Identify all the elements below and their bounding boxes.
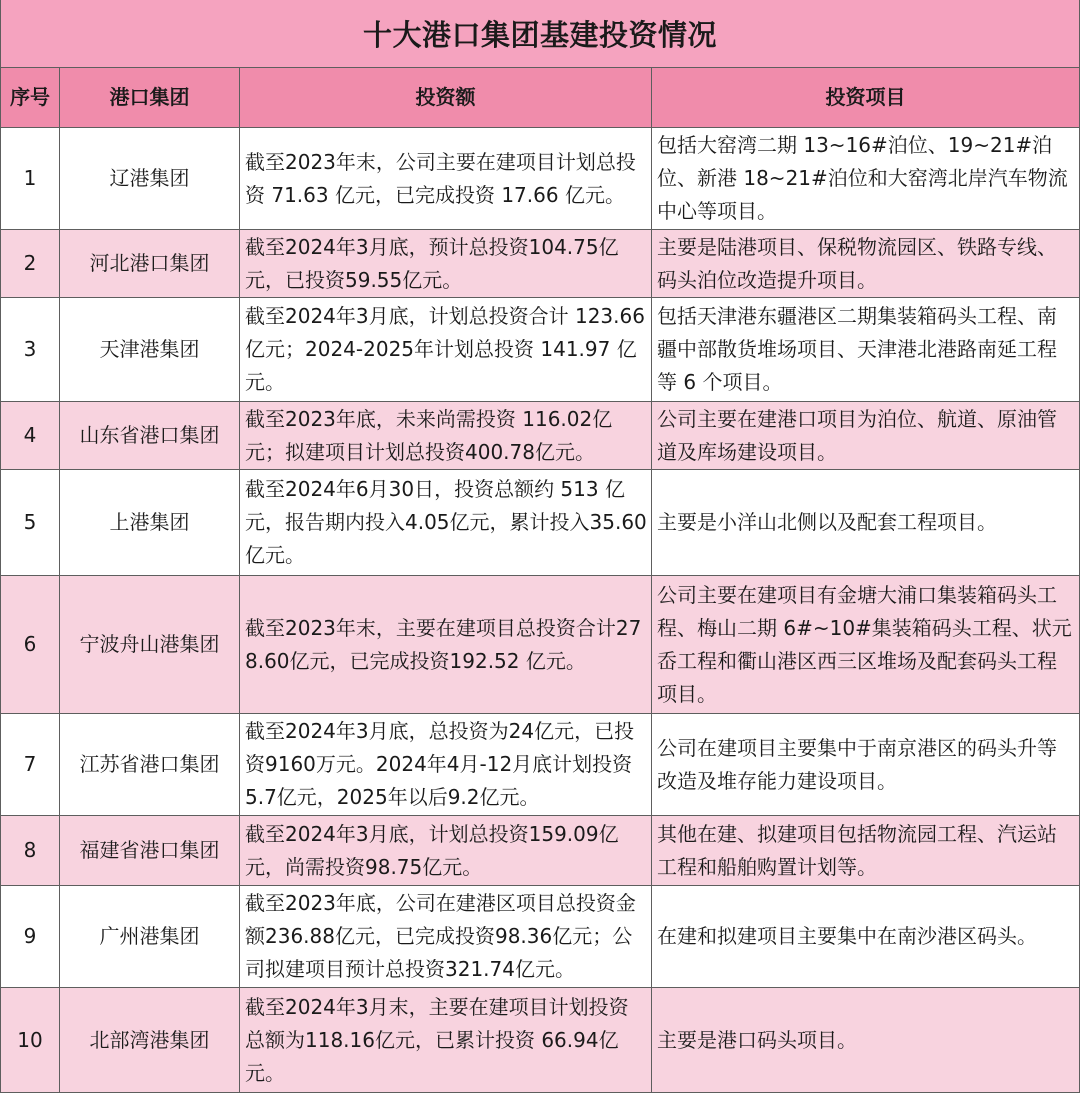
row-investment-projects — [652, 886, 1080, 987]
table-row — [0, 402, 1080, 470]
table-row — [0, 298, 1080, 402]
header-investment-projects: 投资项目 — [652, 68, 1080, 127]
row-investment-amount — [240, 298, 652, 401]
row-seq: 1 — [0, 128, 60, 229]
table-row — [0, 470, 1080, 576]
table-row — [0, 576, 1080, 714]
amount-text: 截至2023年末，公司主要在建项目计划总投资 71.63 亿元，已完成投资 17.66 亿元。 — [245, 149, 636, 207]
row-investment-amount — [240, 816, 652, 885]
row-port-group: 江苏省港口集团 — [60, 714, 240, 815]
row-investment-projects — [652, 230, 1080, 297]
row-investment-projects — [652, 128, 1080, 229]
row-seq: 8 — [0, 816, 60, 885]
projects-text: 主要是陆港项目、保税物流园区、铁路专线、码头泊位改造提升项目。 — [657, 234, 1057, 292]
projects-text: 主要是小洋山北侧以及配套工程项目。 — [657, 510, 997, 534]
projects-text: 包括天津港东疆港区二期集装箱码头工程、南疆中部散货堆场项目、天津港北港路南延工程等 6 个项目。 — [657, 304, 1057, 394]
row-investment-amount — [240, 470, 652, 575]
row-investment-projects — [652, 470, 1080, 575]
row-investment-amount — [240, 402, 652, 469]
header-row — [0, 68, 1080, 128]
row-investment-projects — [652, 714, 1080, 815]
table-row — [0, 988, 1080, 1093]
row-seq: 9 — [0, 886, 60, 987]
row-seq: 6 — [0, 576, 60, 713]
amount-text: 截至2024年6月30日，投资总额约 513 亿元，报告期内投入4.05亿元，累计投入35.60亿元。 — [245, 477, 647, 567]
row-port-group: 北部湾港集团 — [60, 988, 240, 1092]
amount-text: 截至2024年3月底，总投资为24亿元，已投资9160万元。2024年4月-12月底计划投资5.7亿元，2025年以后9.2亿元。 — [245, 719, 635, 809]
amount-text: 截至2024年3月底，预计总投资104.75亿元，已投资59.55亿元。 — [245, 234, 619, 292]
row-port-group: 山东省港口集团 — [60, 402, 240, 469]
header-investment-amount: 投资额 — [240, 68, 652, 127]
row-investment-amount — [240, 230, 652, 297]
row-port-group: 河北港口集团 — [60, 230, 240, 297]
projects-text: 主要是港口码头项目。 — [657, 1027, 857, 1052]
row-investment-projects — [652, 576, 1080, 713]
projects-text: 公司主要在建项目有金塘大浦口集装箱码头工程、梅山二期 6#~10#集装箱码头工程、状元岙工程和衢山港区西三区堆场及配套码头工程项目。 — [657, 582, 1072, 706]
row-investment-amount — [240, 714, 652, 815]
projects-text: 公司在建项目主要集中于南京港区的码头升等改造及堆存能力建设项目。 — [657, 735, 1057, 793]
row-investment-amount — [240, 886, 652, 987]
amount-text: 截至2023年底，公司在建港区项目总投资金额236.88亿元，已完成投资98.36亿元；公司拟建项目预计总投资321.74亿元。 — [245, 891, 636, 981]
row-seq: 2 — [0, 230, 60, 297]
row-investment-amount — [240, 576, 652, 713]
row-investment-amount — [240, 988, 652, 1092]
amount-text: 截至2024年3月末，主要在建项目计划投资总额为118.16亿元，已累计投资 66.94亿元。 — [245, 994, 629, 1085]
projects-text: 包括大窑湾二期 13~16#泊位、19~21#泊位、新港 18~21#泊位和大窑湾北岸汽车物流中心等项目。 — [657, 133, 1068, 223]
row-investment-projects — [652, 298, 1080, 401]
row-seq: 7 — [0, 714, 60, 815]
row-port-group: 上港集团 — [60, 470, 240, 575]
amount-text: 截至2023年末，主要在建项目总投资合计278.60亿元，已完成投资192.52 亿元。 — [245, 615, 642, 673]
row-port-group: 宁波舟山港集团 — [60, 576, 240, 713]
row-investment-amount — [240, 128, 652, 229]
row-investment-projects — [652, 816, 1080, 885]
row-investment-projects — [652, 402, 1080, 469]
projects-text: 其他在建、拟建项目包括物流园工程、汽运站工程和船舶购置计划等。 — [657, 821, 1057, 879]
amount-text: 截至2024年3月底，计划总投资合计 123.66亿元；2024-2025年计划总投资 141.97 亿元。 — [245, 304, 645, 394]
row-seq: 10 — [0, 988, 60, 1092]
row-investment-projects — [652, 988, 1080, 1092]
table-row — [0, 886, 1080, 988]
row-seq: 3 — [0, 298, 60, 401]
row-seq: 4 — [0, 402, 60, 469]
row-port-group: 广州港集团 — [60, 886, 240, 987]
table-row — [0, 714, 1080, 816]
amount-text: 截至2023年底，未来尚需投资 116.02亿元；拟建项目计划总投资400.78亿元。 — [245, 406, 613, 464]
row-port-group: 辽港集团 — [60, 128, 240, 229]
row-port-group: 福建省港口集团 — [60, 816, 240, 885]
amount-text: 截至2024年3月底，计划总投资159.09亿元，尚需投资98.75亿元。 — [245, 821, 619, 879]
table-title: 十大港口集团基建投资情况 — [0, 0, 1080, 68]
table-row — [0, 128, 1080, 230]
row-port-group: 天津港集团 — [60, 298, 240, 401]
header-port-group: 港口集团 — [60, 68, 240, 127]
projects-text: 在建和拟建项目主要集中在南沙港区码头。 — [657, 924, 1037, 948]
table-row — [0, 816, 1080, 886]
header-seq: 序号 — [0, 68, 60, 127]
row-seq: 5 — [0, 470, 60, 575]
projects-text: 公司主要在建港口项目为泊位、航道、原油管道及库场建设项目。 — [657, 406, 1057, 464]
table-row — [0, 230, 1080, 298]
